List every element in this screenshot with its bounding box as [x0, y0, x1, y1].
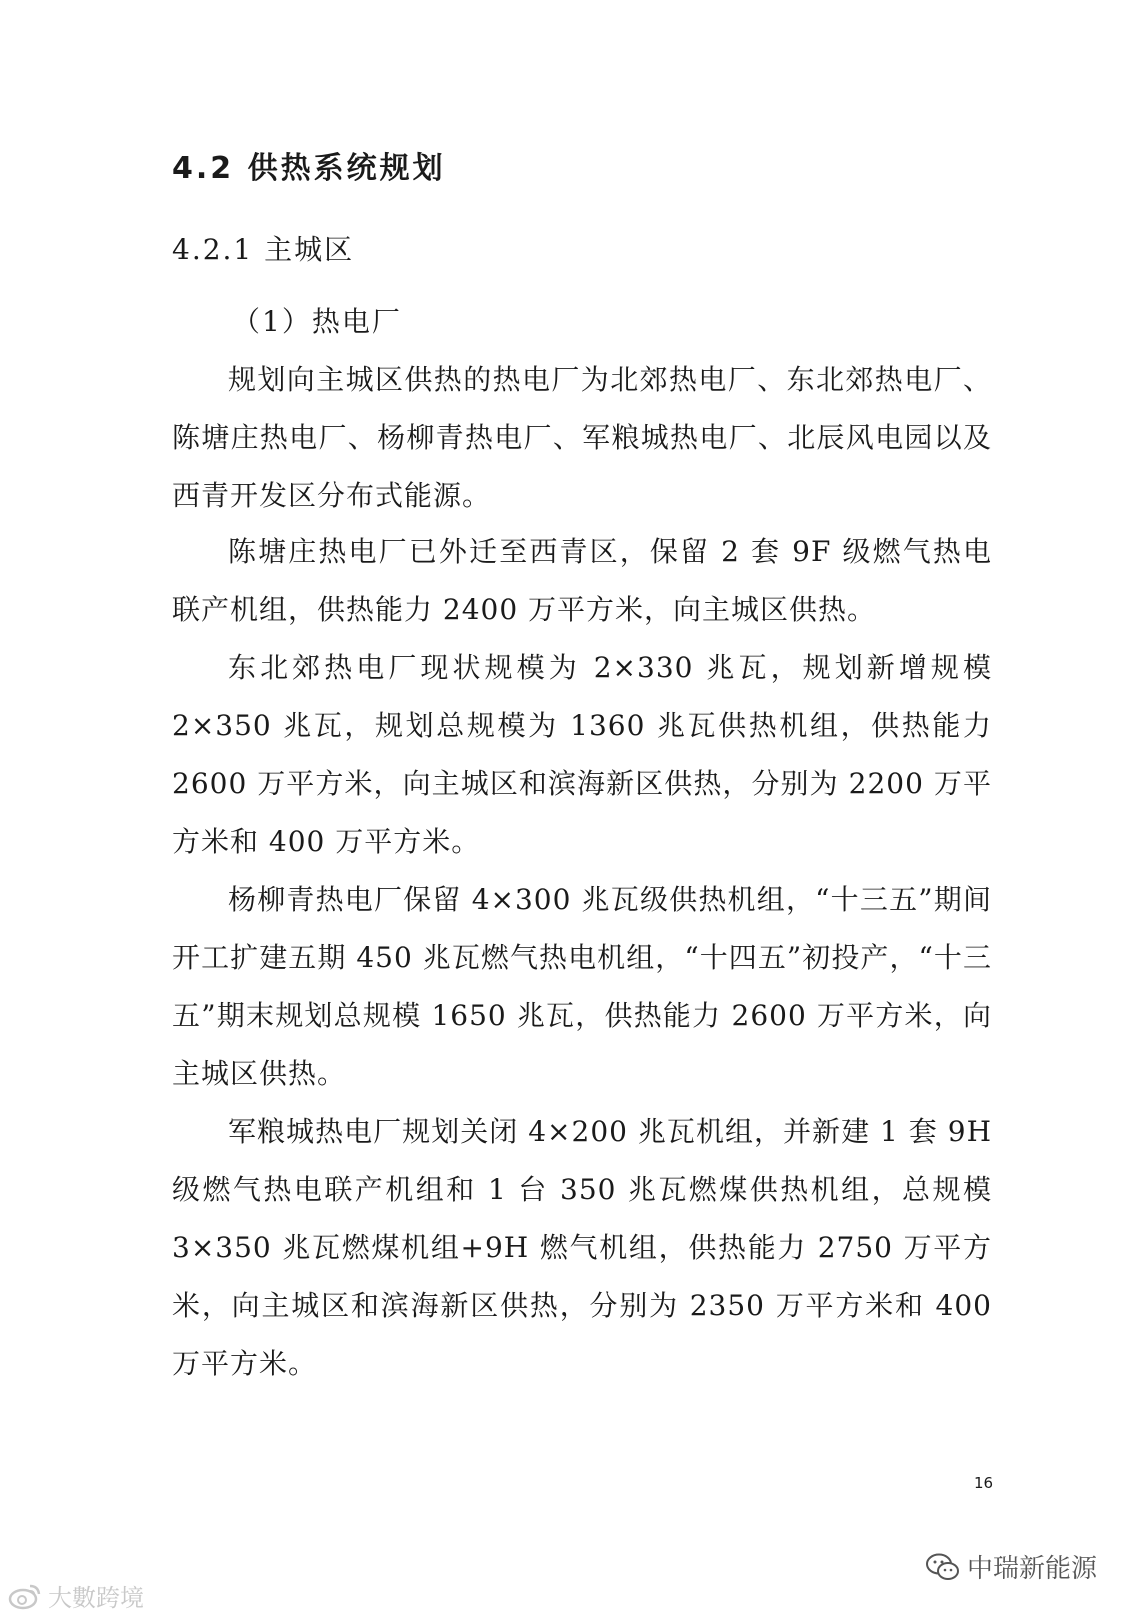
paragraph-5: 军粮城热电厂规划关闭 4×200 兆瓦机组，并新建 1 套 9H 级燃气热电联产机组和 1 台 350 兆瓦燃煤供热机组，总规模 3×350 兆瓦燃煤机组+9H 燃气机组，供热能力 2750 万平方米，向主城区和滨海新区供热，分别为 2350 万平方米和 400 万平方米。: [172, 1115, 992, 1380]
weibo-logo-icon: [8, 1582, 42, 1610]
item-title: （1）热电厂: [232, 305, 402, 338]
section-heading: 4.2 供热系统规划: [172, 151, 446, 186]
watermark-left-text: 大數跨境: [48, 1584, 144, 1612]
page-number: 16: [974, 1474, 994, 1492]
paragraph-1: 规划向主城区供热的热电厂为北郊热电厂、东北郊热电厂、陈塘庄热电厂、杨柳青热电厂、军粮城热电厂、北辰风电园以及西青开发区分布式能源。: [172, 363, 992, 512]
paragraph-2: 陈塘庄热电厂已外迁至西青区，保留 2 套 9F 级燃气热电联产机组，供热能力 2400 万平方米，向主城区供热。: [172, 535, 992, 626]
paragraph-3: 东北郊热电厂现状规模为 2×330 兆瓦，规划新增规模 2×350 兆瓦，规划总规模为 1360 兆瓦供热机组，供热能力 2600 万平方米，向主城区和滨海新区供热，分别为 2200 万平方米和 400 万平方米。: [172, 651, 992, 858]
subsection-heading: 4.2.1 主城区: [172, 233, 355, 266]
watermark-weibo: [8, 1578, 144, 1613]
wechat-logo-icon: [925, 1552, 961, 1582]
watermark-wechat: [925, 1548, 1097, 1585]
paragraph-4: 杨柳青热电厂保留 4×300 兆瓦级供热机组，“十三五”期间开工扩建五期 450 兆瓦燃气热电机组，“十四五”初投产，“十三五”期末规划总规模 1650 兆瓦，供热能力 2600 万平方米，向主城区供热。: [172, 883, 992, 1090]
watermark-right-text: 中瑞新能源: [967, 1554, 1098, 1584]
